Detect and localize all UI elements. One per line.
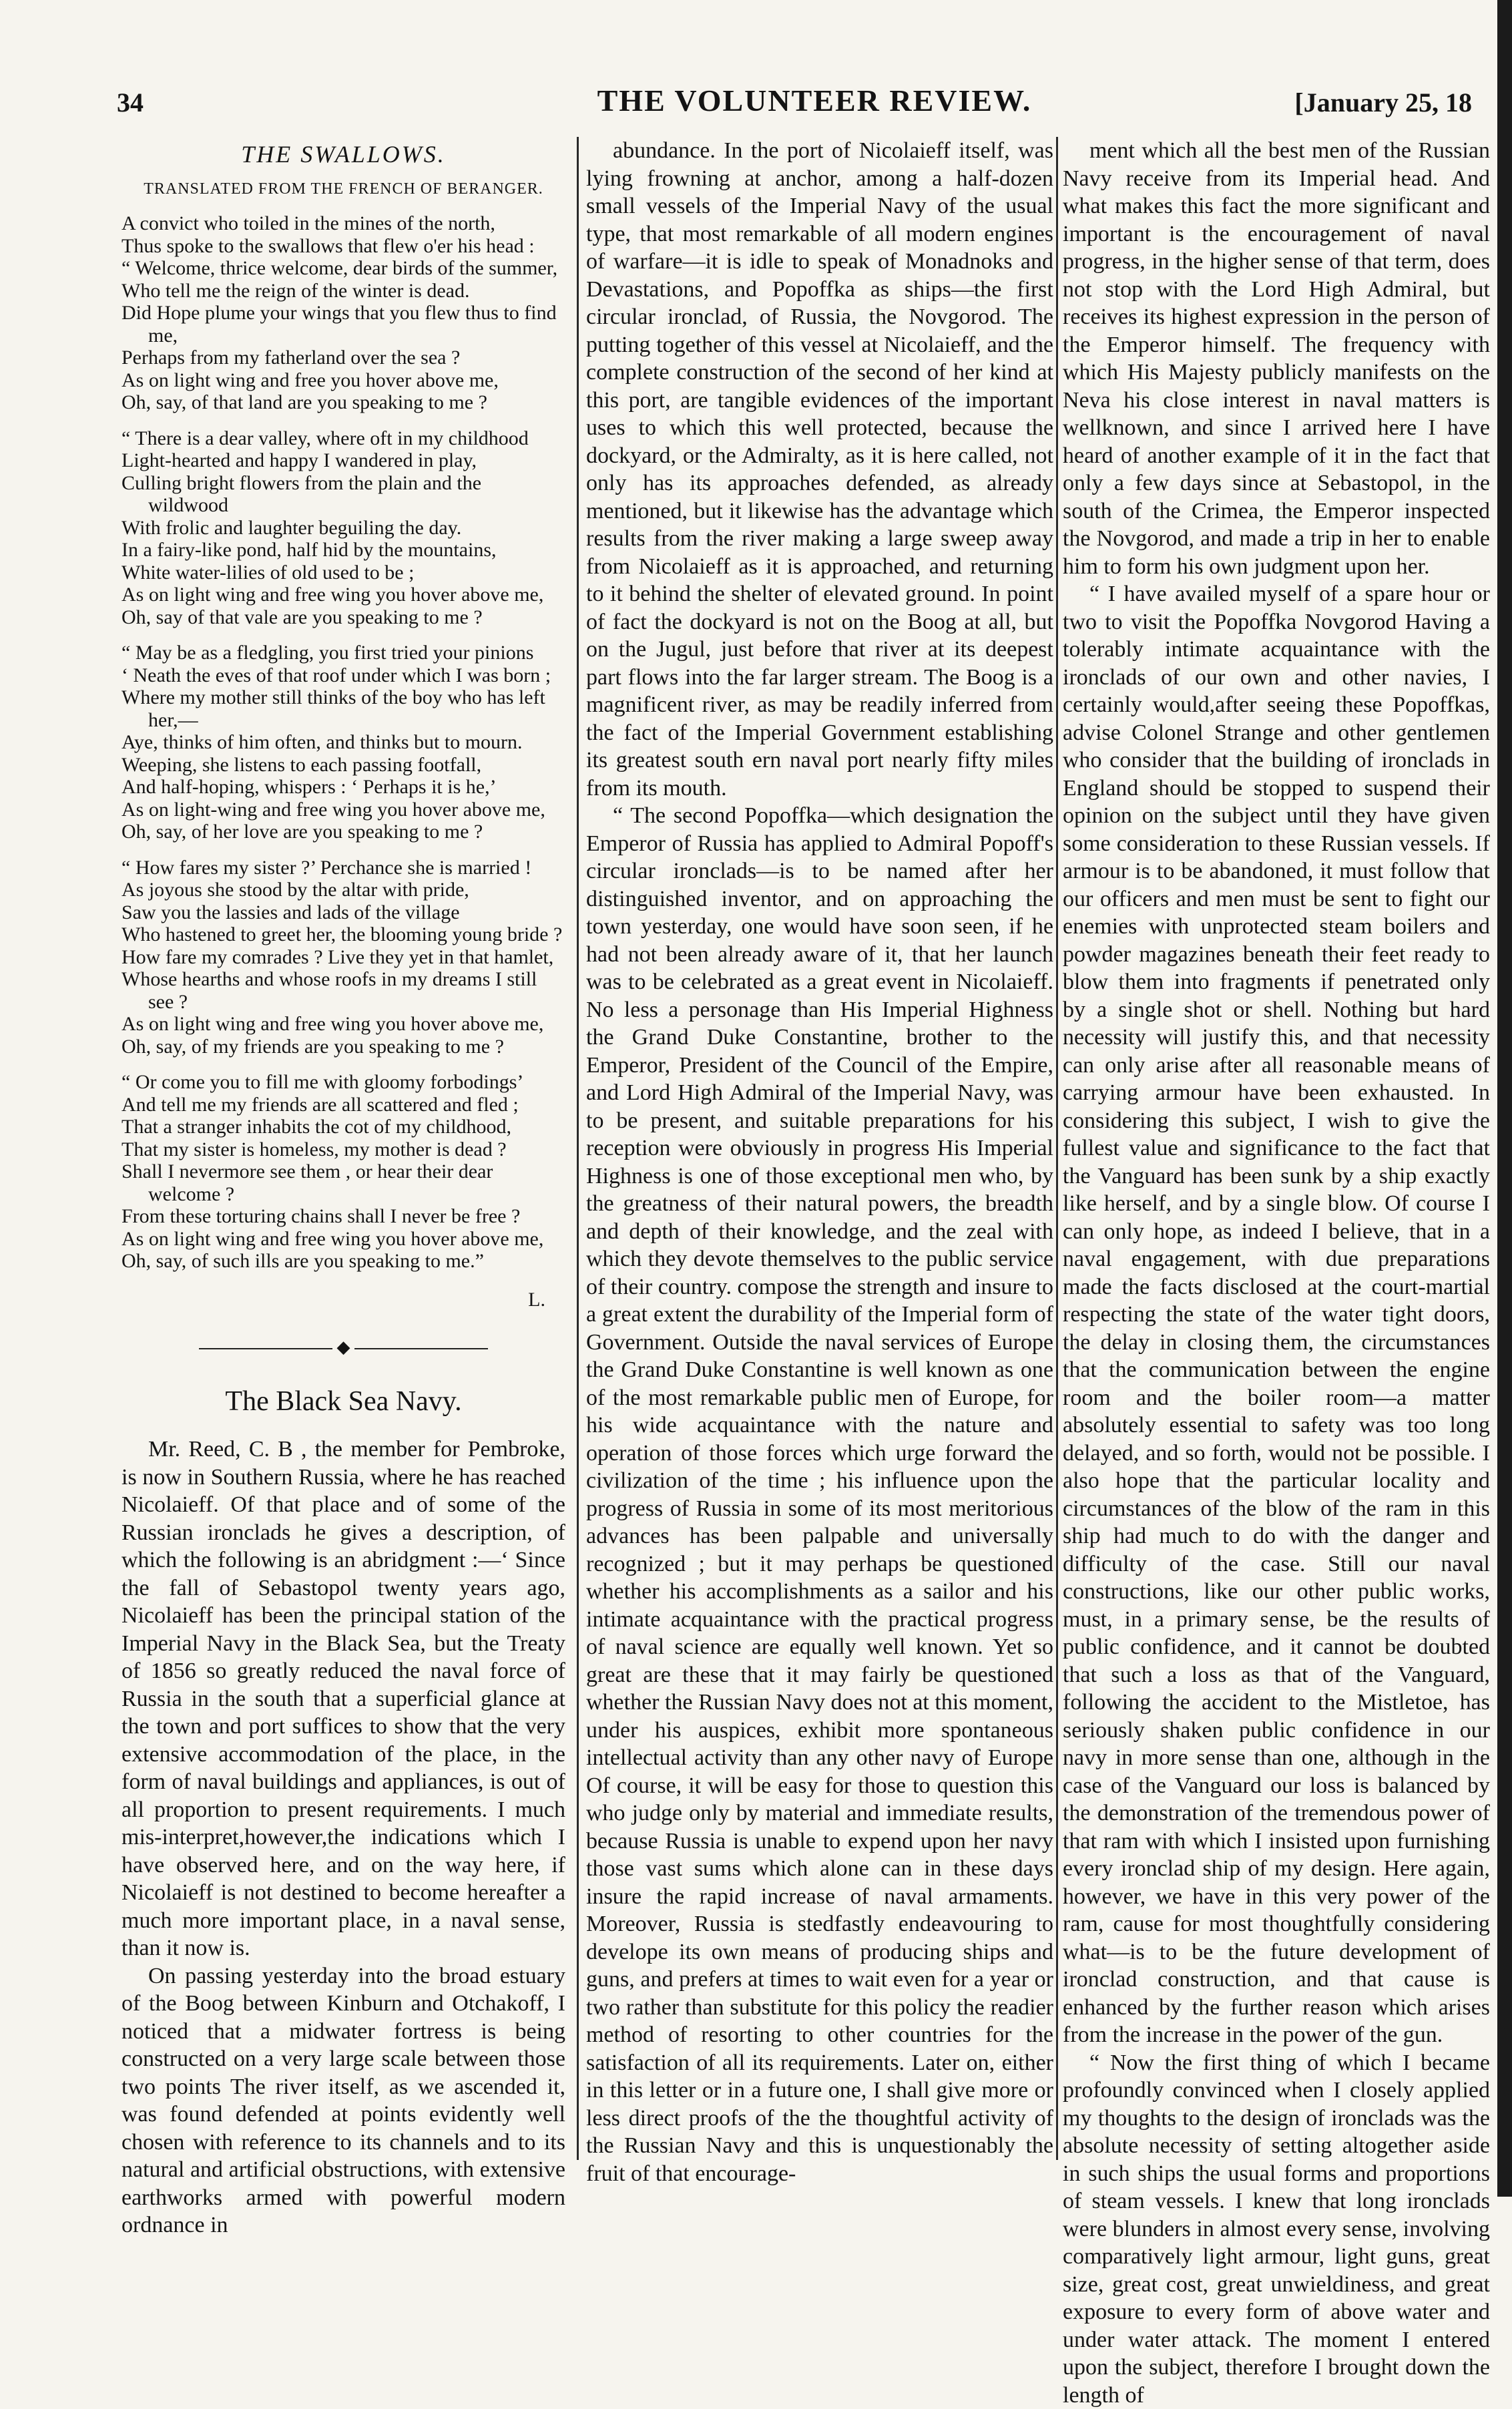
poem-line: Who hastened to greet her, the blooming young bride ? [121, 923, 565, 946]
poem-line: As on light wing and free wing you hover above me, [121, 1228, 565, 1251]
poem-title: THE SWALLOWS. [121, 141, 565, 169]
article-paragraph: abundance. In the port of Nicolaieff itself, was lying frowning at anchor, among a half-dozen small vessels of the Imperial Navy of the usual type, that most remarkable of all modern engines of warfare—it is idle to speak of Monadnoks and Devastations, and Popoffka as ships—the first circular ironclad, of Russia, the Novgorod. The putting together of this vessel at Nicolaieff, and the complete construction of the second of her kind at this port, are tangible evidences of the important uses to which this well protected, because the dockyard, or the Admiralty, as it is here called, not only has its approaches defended, as already mentioned, but it likewise has the advantage which results from the river making a large sweep away from Nicolaieff as it is approached, and returning to it behind the shelter of elevated ground. In point of fact the dockyard is not on the Boog at all, but on the Jugul, just before that river at its deepest part flows into the far larger stream. The Boog is a magnificent river, as may be readily inferred from the fact of the Imperial Government establishing its greatest south ern naval port nearly fifty miles from its mouth. [586, 137, 1053, 802]
poem-line: How fare my comrades ? Live they yet in that hamlet, [121, 946, 565, 969]
poem-line: Oh, say, of her love are you speaking to me ? [121, 821, 565, 843]
column-1 [121, 137, 565, 2167]
poem-signature: L. [121, 1286, 545, 1314]
poem-line: “ Or come you to fill me with gloomy forbodings’ [121, 1071, 565, 1094]
running-title: THE VOLUNTEER REVIEW. [117, 83, 1512, 118]
poem-line: “ There is a dear valley, where oft in my childhood [121, 427, 565, 450]
section-divider: ◆ [121, 1333, 565, 1361]
poem-line: Culling bright flowers from the plain and the wildwood [121, 472, 565, 517]
article-paragraph: Mr. Reed, C. B , the member for Pembroke, is now in Southern Russia, where he has reached Nicolaieff. Of that place and of some of the Russian ironclads he gives a description, of which the following is an abridgment :—‘ Since the fall of Sebastopol twenty years ago, Nicolaieff has been the principal station of the Imperial Navy in the Black Sea, but the Treaty of 1856 so greatly reduced the naval force of Russia in the south that a superficial glance at the town and port suffices to show that the very extensive accommodation of the place, in the form of naval buildings and appliances, is out of all proportion to present requirements. I much mis-interpret,however,the indications which I have observed here, and on the way here, if Nicolaieff is not destined to become hereafter a much more important place, in a naval sense, than it now is. [121, 1436, 565, 1962]
poem-line: A convict who toiled in the mines of the north, [121, 212, 565, 235]
page-header [117, 87, 1512, 134]
poem-line: As on light-wing and free wing you hover above me, [121, 799, 565, 821]
poem-line: That a stranger inhabits the cot of my childhood, [121, 1116, 565, 1138]
poem-line: As on light wing and free wing you hover above me, [121, 584, 565, 606]
poem-subtitle: TRANSLATED FROM THE FRENCH OF BERANGER. [121, 176, 565, 204]
poem-line: And half-hoping, whispers : ‘ Perhaps it is he,’ [121, 776, 565, 799]
column-rule [1056, 137, 1058, 2160]
poem-stanza [121, 1071, 565, 1273]
poem-line: Oh, say, of that land are you speaking to me ? [121, 391, 565, 414]
article-title: The Black Sea Navy. [121, 1388, 565, 1416]
poem-line: Light-hearted and happy I wandered in play, [121, 449, 565, 472]
poem-line: Thus spoke to the swallows that flew o'er his head : [121, 235, 565, 258]
poem-line: From these torturing chains shall I never be free ? [121, 1205, 565, 1228]
poem-line: Perhaps from my fatherland over the sea ? [121, 347, 565, 369]
poem-line: As on light wing and free wing you hover above me, [121, 1013, 565, 1036]
issue-date: [January 25, 18 [1294, 87, 1472, 118]
article-paragraph: “ The second Popoffka—which designation the Emperor of Russia has applied to Admiral Popoff's circular ironclads—is to be named after her distinguished inventor, and on approaching the town yesterday, one would have soon seen, if he had not been already aware of it, that her launch was to be celebrated as a great event in Nicolaieff. No less a personage than His Imperial Highness the Grand Duke Constantine, brother to the Emperor, President of the Council of the Empire, and Lord High Admiral of the Imperial Navy, was to be present, and suitable preparations for his reception were obviously in progress His Imperial Highness is one of those exceptional men who, by the greatness of their natural powers, the breadth and depth of their knowledge, and the zeal with which they devote themselves to the public service of their country. compose the strength and insure to a great extent the durability of the Imperial form of Government. Outside the naval services of Europe the Grand Duke Constantine is well known as one of the most remarkable public men of Europe, for his wide acquaintance with the nature and operation of those forces which urge forward the civilization of the time ; his influence upon the progress of Russia in some of its most meritorious advances has been palpable and universally recognized ; but it may perhaps be questioned whether his accomplishments as a sailor and his intimate acquaintance with the practical progress of naval science are equally well known. Yet so great are these that it may fairly be questioned whether the Russian Navy does not at this moment, under his auspices, exhibit more spontaneous intellectual activity than any other navy of Europe Of course, it will be easy for those to question this who judge only by material and immediate results, because Russia is unable to expend upon her navy those vast sums which alone can in these days insure the rapid increase of naval armaments. Moreover, Russia is stedfastly endeavouring to develope its own means of producing ships and guns, and prefers at times to wait even for a year or two rather than substitute for this policy the readier method of resorting to other countries for the satisfaction of all its requirements. Later on, either in this letter or in a future one, I shall give more or less direct proofs of the the thoughtful activity of the Russian Navy and this is unquestionably the fruit of that encourage- [586, 802, 1053, 2187]
poem-line: Who tell me the reign of the winter is dead. [121, 280, 565, 302]
article-paragraph: “ I have availed myself of a spare hour or two to visit the Popoffka Novgorod Having a tolerably intimate acquaintance with the ironclads of our own and other navies, I certainly would,after seeing these Popoffkas, advise Colonel Strange and other gentlemen who consider that the building of ironclads in England should be stopped to suspend their opinion on the subject until they have given some consideration to these Russian vessels. If armour is to be abandoned, it must follow that our officers and men must be sent to fight our enemies with unprotected steam boilers and powder magazines beneath their feet ready to blow them into fragments if penetrated only by a single shot or shell. Nothing but hard necessity will justify this, and that necessity can only arise after all reasonable means of carrying armour have been exhausted. In considering this subject, I wish to give the fullest value and significance to the fact that the Vanguard has been sunk by a ship exactly like herself, and by a single blow. Of course I can only hope, as indeed I believe, that in a naval engagement, with due preparations made the facts disclosed at the court-martial respecting the state of the water tight doors, the delay in closing them, the circumstances that the communication between the engine room and the boiler room—a matter absolutely essential to safety was too long delayed, and so forth, would not be possible. I also hope that the particular locality and circumstances of the blow of the ram in this ship had much to do with the danger and difficulty of the case. Still our naval constructions, like our other public works, must, in a primary sense, be the results of public confidence, and it cannot be doubted that such a loss as that of the Vanguard, following the accident to the Mistletoe, has seriously shaken public confidence in our navy in more sense than one, although in the case of the Vanguard our loss is balanced by the demonstration of the tremendous power of that ram with which I insisted upon furnishing every ironclad ship of my design. Here again, however, we have in this very power of the ram, cause for most thoughtfully considering what—is to be the future development of ironclad construction, and that cause is enhanced by the further reason which arises from the increase in the power of the gun. [1063, 580, 1490, 2049]
poem-line: In a fairy-like pond, half hid by the mountains, [121, 539, 565, 562]
poem-line: Oh, say, of such ills are you speaking to me.” [121, 1250, 565, 1273]
poem-line: Saw you the lassies and lads of the village [121, 901, 565, 924]
poem-line: Weeping, she listens to each passing footfall, [121, 754, 565, 777]
poem-line: Where my mother still thinks of the boy who has left her,— [121, 686, 565, 731]
poem-line: Oh, say of that vale are you speaking to me ? [121, 606, 565, 629]
article-text-col1 [121, 1436, 565, 2239]
article-paragraph: “ Now the first thing of which I became profoundly convinced when I closely applied my thoughts to the design of ironclads was the absolute necessity of setting altogether aside in such ships the usual forms and proportions of steam vessels. I knew that long ironclads were blunders in almost every sense, involving comparatively light armour, light guns, great size, great cost, great unwieldiness, and great exposure to every form of above water and under water attack. The moment I entered upon the subject, therefore I brought down the length of [1063, 2049, 1490, 2409]
poem-stanza [121, 212, 565, 414]
poem-line: White water-lilies of old used to be ; [121, 562, 565, 584]
poem-stanza [121, 427, 565, 629]
poem-line: Oh, say, of my friends are you speaking to me ? [121, 1036, 565, 1058]
article-paragraph: On passing yesterday into the broad estuary of the Boog between Kinburn and Otchakoff, I noticed that a midwater fortress is being constructed on a very large scale between those two points The river itself, as we ascended it, was found defended at points evidently well chosen with reference to its channels and to its natural and artificial obstructions, with extensive earthworks armed with powerful modern ordnance in [121, 1962, 565, 2239]
poem-line: Shall I nevermore see them , or hear their dear welcome ? [121, 1160, 565, 1205]
poem-line: “ May be as a fledgling, you first tried your pinions [121, 642, 565, 664]
page-edge-shadow [1497, 0, 1512, 2197]
page-number: 34 [117, 87, 144, 118]
article-paragraph: ment which all the best men of the Russian Navy receive from its Imperial head. And what makes this fact the more significant and important is the encouragement of naval progress, in the higher sense of that term, does not stop with the Lord High Admiral, but receives its highest expression in the person of the Emperor himself. The frequency with which His Majesty publicly manifests on the Neva his close interest in naval matters is wellknown, and since I arrived here I have heard of another example of it in the fact that only a few days since at Sebastopol, in the south of the Crimea, the Emperor inspected the Novgorod, and made a trip in her to enable him to form his own judgment upon her. [1063, 137, 1490, 580]
poem-line: That my sister is homeless, my mother is dead ? [121, 1138, 565, 1161]
poem-stanza [121, 642, 565, 843]
poem-line: Whose hearths and whose roofs in my dreams I still see ? [121, 968, 565, 1013]
column-2 [586, 137, 1053, 2167]
poem-body [121, 212, 565, 1273]
poem-line: As on light wing and free you hover above me, [121, 369, 565, 392]
poem-line: “ Welcome, thrice welcome, dear birds of the summer, [121, 257, 565, 280]
column-rule [577, 137, 579, 2160]
poem-line: With frolic and laughter beguiling the day. [121, 517, 565, 539]
poem-line: And tell me my friends are all scattered and fled ; [121, 1094, 565, 1116]
poem-line: As joyous she stood by the altar with pride, [121, 879, 565, 901]
poem-line: “ How fares my sister ?’ Perchance she is married ! [121, 857, 565, 879]
poem-stanza [121, 857, 565, 1058]
poem-line: Aye, thinks of him often, and thinks but to mourn. [121, 731, 565, 754]
poem-line: Did Hope plume your wings that you flew thus to find me, [121, 302, 565, 347]
column-3 [1063, 137, 1490, 2167]
poem-line: ‘ Neath the eves of that roof under which I was born ; [121, 664, 565, 687]
